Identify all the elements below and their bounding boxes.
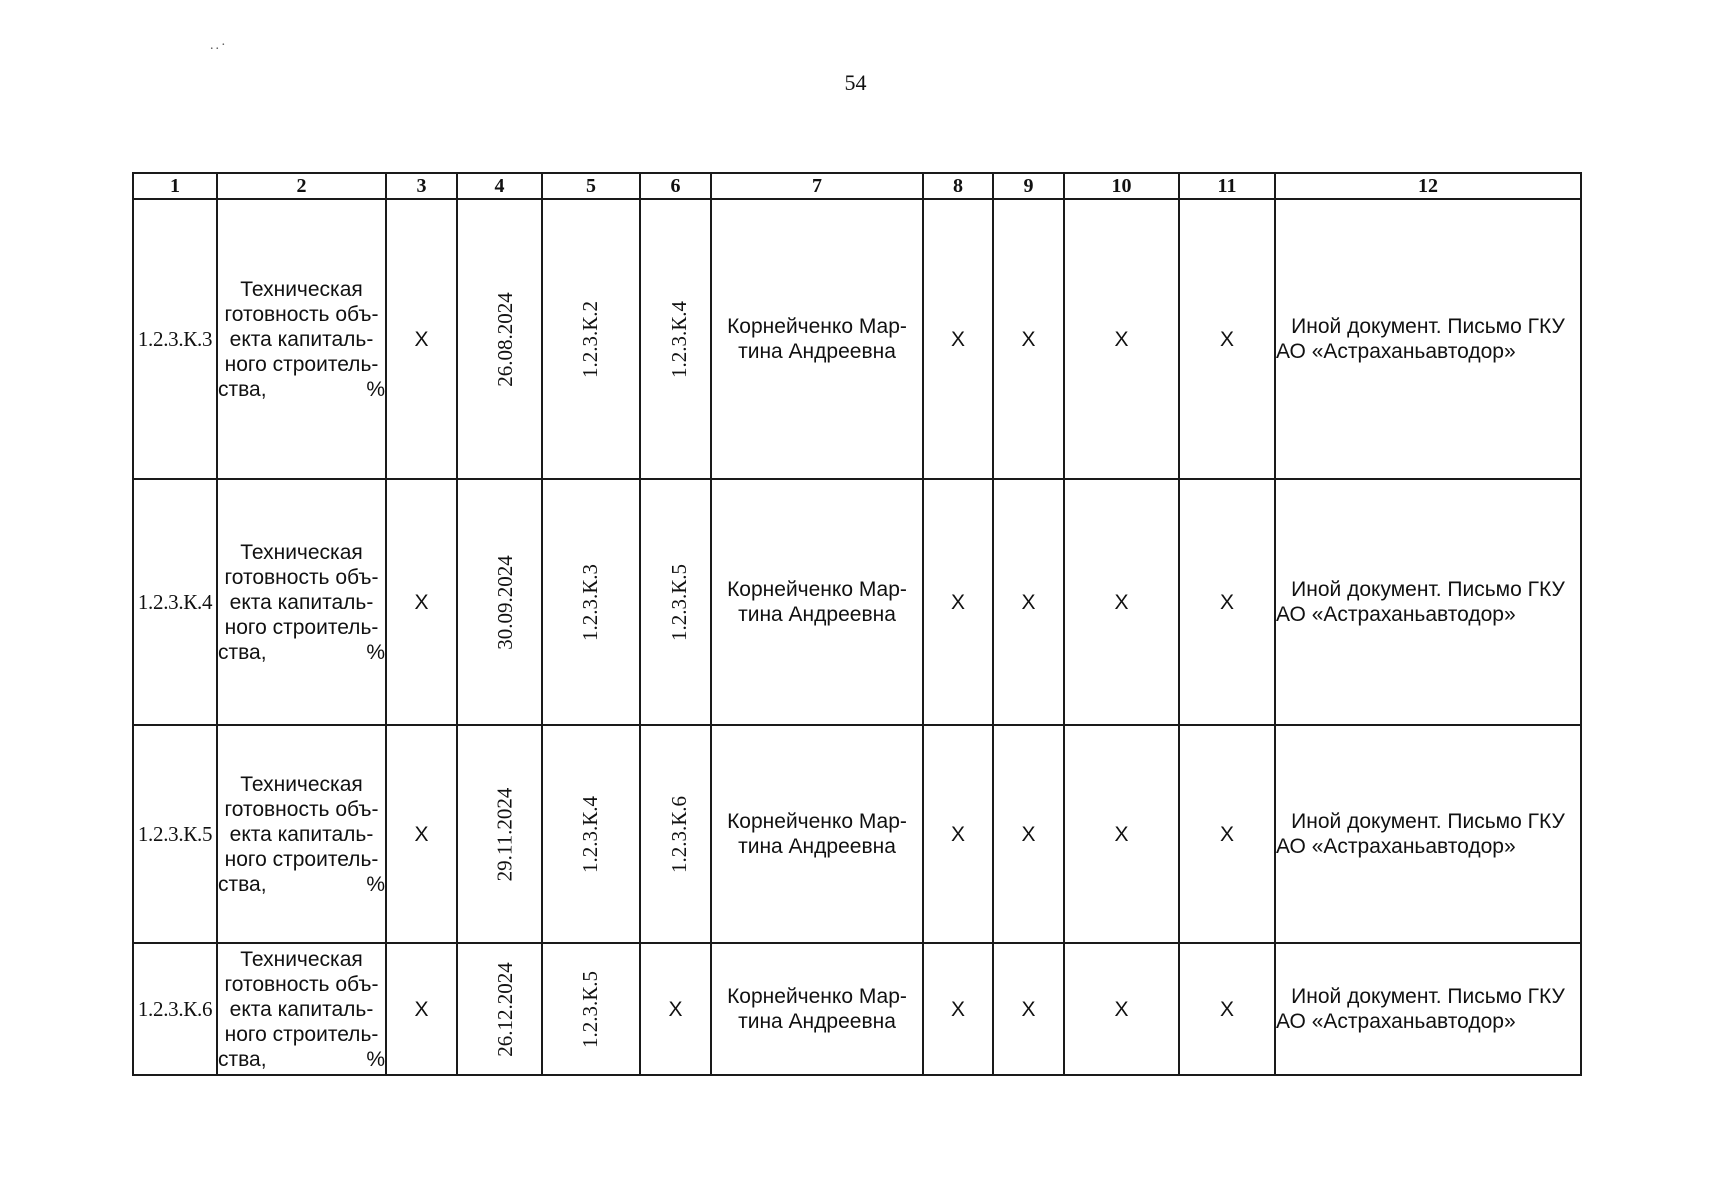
cell-col9: Х	[993, 725, 1064, 943]
cell-col10: Х	[1064, 943, 1179, 1075]
date-text: 30.09.2024	[492, 554, 517, 650]
responsible-person: Корнейченко Мар-тина Андреевна	[711, 199, 923, 479]
row-code: 1.2.3.К.6	[133, 943, 217, 1075]
cell-col11: Х	[1179, 479, 1275, 725]
cell-col3: Х	[386, 199, 457, 479]
control-points-table	[132, 172, 1582, 1076]
cell-col8: Х	[923, 199, 993, 479]
header-cell-2: 2	[217, 173, 386, 199]
next-point-cell: Х	[640, 943, 711, 1075]
page-number: 54	[844, 70, 867, 95]
date-text: 29.11.2024	[492, 787, 517, 881]
header-cell-11: 11	[1179, 173, 1275, 199]
cell-col8: Х	[923, 725, 993, 943]
next-point-text: 1.2.3.К.4	[667, 300, 692, 378]
indicator-name-rest: готовность объ-екта капиталь-ного строитель-ства, %	[218, 797, 385, 896]
header-cell-12: 12	[1275, 173, 1581, 199]
prev-point-cell	[542, 199, 640, 479]
header-row	[133, 173, 1581, 199]
indicator-name-first-line: Техническая	[240, 277, 363, 301]
cell-col11: Х	[1179, 199, 1275, 479]
header-cell-7: 7	[711, 173, 923, 199]
indicator-name-first-line: Техническая	[240, 772, 363, 796]
cell-col10: Х	[1064, 479, 1179, 725]
cell-col9: Х	[993, 479, 1064, 725]
source-document: Иной документ. Письмо ГКУ АО «Астраханьавтодор»	[1275, 199, 1581, 479]
date-text: 26.08.2024	[492, 291, 517, 387]
header-cell-3: 3	[386, 173, 457, 199]
indicator-name-first-line: Техническая	[240, 540, 363, 564]
indicator-name	[217, 479, 386, 725]
cell-col9: Х	[993, 943, 1064, 1075]
cell-col11: Х	[1179, 725, 1275, 943]
indicator-name-rest: готовность объ-екта капиталь-ного строитель-ства, %	[218, 302, 385, 401]
cell-col9: Х	[993, 199, 1064, 479]
cell-col10: Х	[1064, 199, 1179, 479]
next-point-cell	[640, 725, 711, 943]
responsible-person: Корнейченко Мар-тина Андреевна	[711, 943, 923, 1075]
source-document: Иной документ. Письмо ГКУ АО «Астраханьавтодор»	[1275, 479, 1581, 725]
cell-col10: Х	[1064, 725, 1179, 943]
header-cell-8: 8	[923, 173, 993, 199]
row-code: 1.2.3.К.4	[133, 479, 217, 725]
table-row	[133, 199, 1581, 479]
date-cell	[457, 725, 542, 943]
cell-col8: Х	[923, 943, 993, 1075]
indicator-name	[217, 199, 386, 479]
indicator-name-first-line: Техническая	[240, 947, 363, 971]
table-row	[133, 943, 1581, 1075]
next-point-cell	[640, 479, 711, 725]
table-row	[133, 479, 1581, 725]
responsible-person: Корнейченко Мар-тина Андреевна	[711, 479, 923, 725]
cell-col3: Х	[386, 725, 457, 943]
table-row	[133, 725, 1581, 943]
scan-speck: ..·	[210, 38, 228, 53]
prev-point-cell	[542, 725, 640, 943]
indicator-name	[217, 725, 386, 943]
date-text: 26.12.2024	[492, 961, 517, 1057]
date-cell	[457, 199, 542, 479]
cell-col8: Х	[923, 479, 993, 725]
indicator-name	[217, 943, 386, 1075]
cell-col11: Х	[1179, 943, 1275, 1075]
prev-point-text: 1.2.3.К.5	[578, 970, 603, 1048]
prev-point-cell	[542, 943, 640, 1075]
cell-col3: Х	[386, 943, 457, 1075]
source-document: Иной документ. Письмо ГКУ АО «Астраханьавтодор»	[1275, 725, 1581, 943]
responsible-person: Корнейченко Мар-тина Андреевна	[711, 725, 923, 943]
indicator-name-rest: готовность объ-екта капиталь-ного строитель-ства, %	[218, 972, 385, 1071]
header-cell-1: 1	[133, 173, 217, 199]
source-document: Иной документ. Письмо ГКУ АО «Астраханьавтодор»	[1275, 943, 1581, 1075]
prev-point-text: 1.2.3.К.2	[578, 300, 603, 378]
next-point-text: 1.2.3.К.5	[667, 563, 692, 641]
row-code: 1.2.3.К.3	[133, 199, 217, 479]
header-cell-9: 9	[993, 173, 1064, 199]
date-cell	[457, 943, 542, 1075]
prev-point-cell	[542, 479, 640, 725]
prev-point-text: 1.2.3.К.4	[578, 795, 603, 873]
header-cell-10: 10	[1064, 173, 1179, 199]
header-cell-5: 5	[542, 173, 640, 199]
next-point-text: 1.2.3.К.6	[667, 795, 692, 873]
header-cell-6: 6	[640, 173, 711, 199]
cell-col3: Х	[386, 479, 457, 725]
indicator-name-rest: готовность объ-екта капиталь-ного строитель-ства, %	[218, 565, 385, 664]
header-cell-4: 4	[457, 173, 542, 199]
row-code: 1.2.3.К.5	[133, 725, 217, 943]
next-point-cell	[640, 199, 711, 479]
prev-point-text: 1.2.3.К.3	[578, 563, 603, 641]
date-cell	[457, 479, 542, 725]
